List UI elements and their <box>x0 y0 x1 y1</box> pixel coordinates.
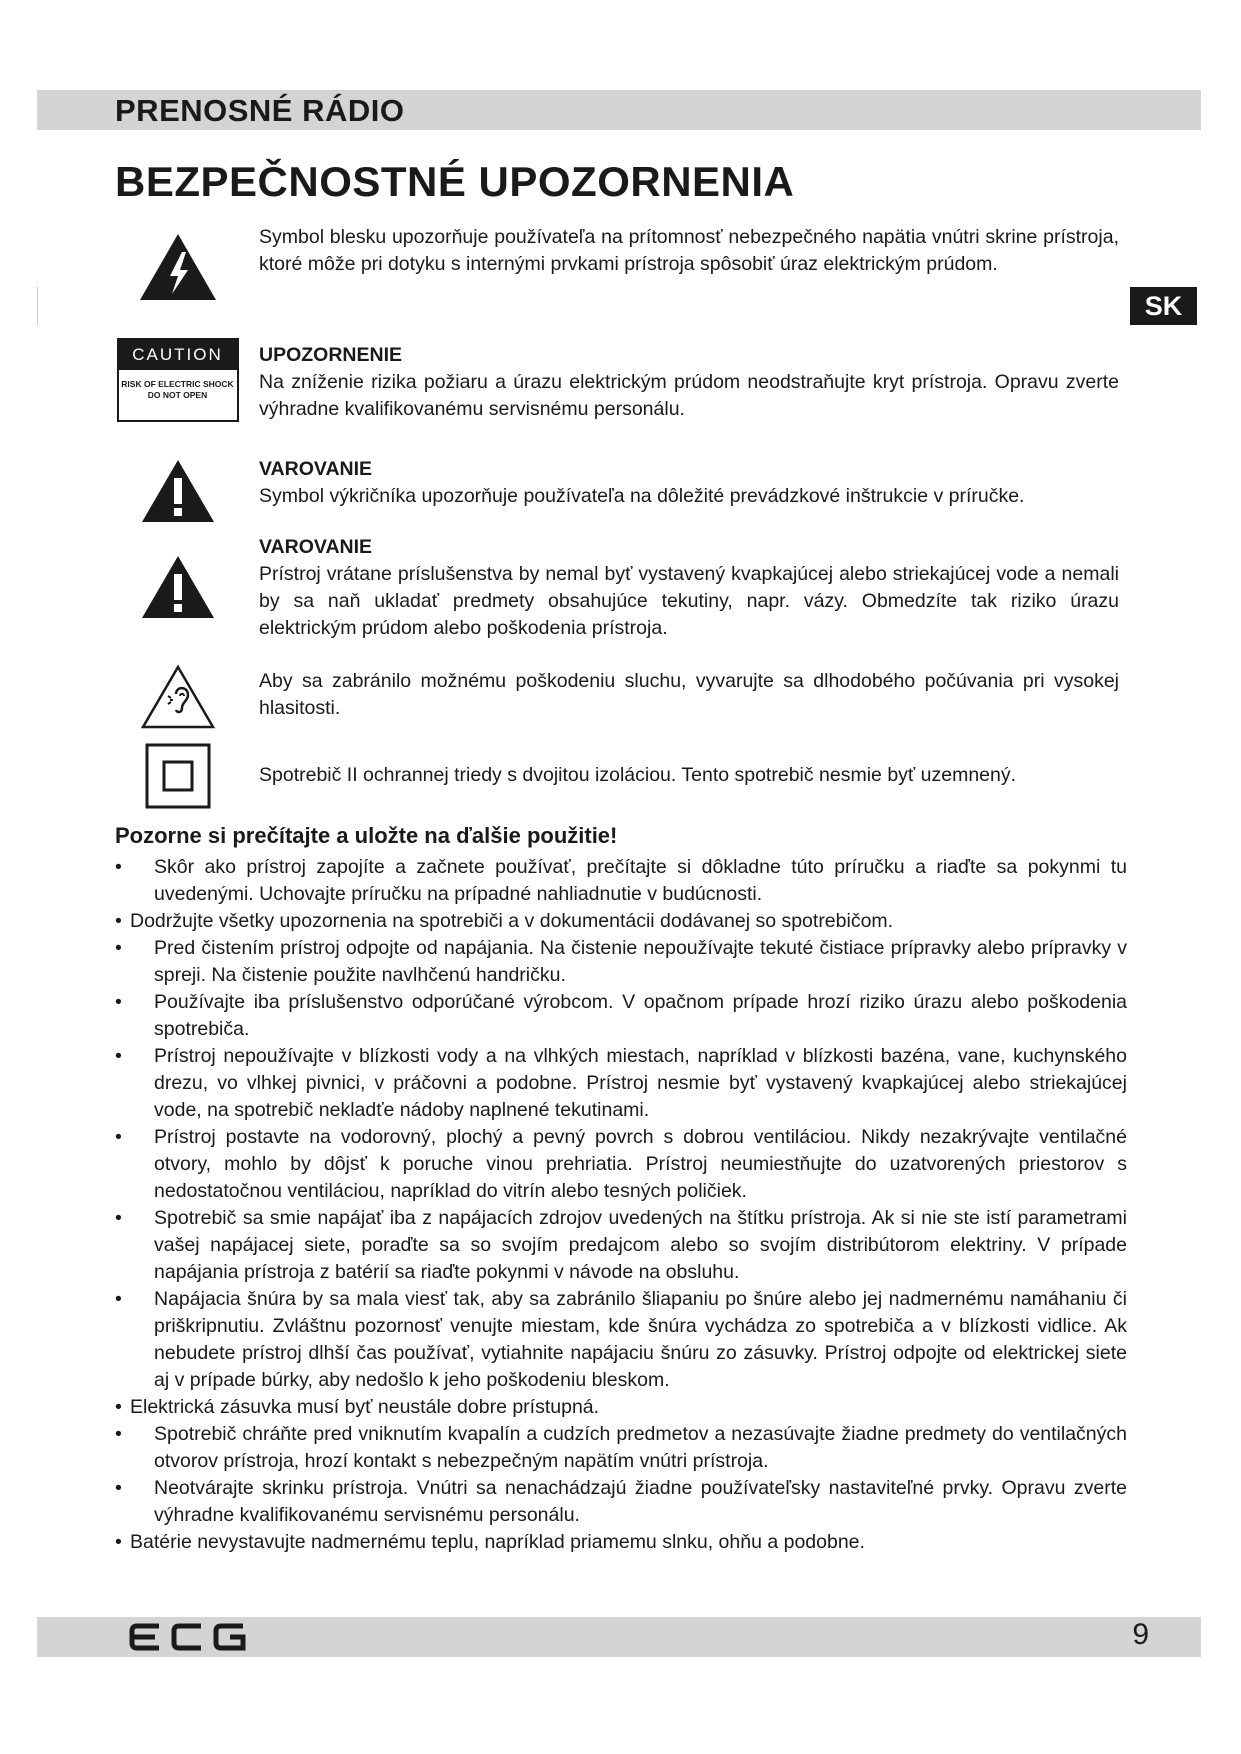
list-item: • Napájacia šnúra by sa mala viesť tak, aby sa zabránilo šliapaniu po šnúre alebo jej nadmernému namáhaniu či priškripnutiu. Zvláštnu pozornosť venujte miestam, kde šnúra vychádza zo spotrebiča a v blízkosti vidlice. Ak nebudete prístroj dlhší čas používať, vytiahnite napájaciu šnúru zo zásuvky. Prístroj odpojte od elektrickej siete aj v prípade búrky, aby nedošlo k jeho poškodeniu bleskom. <box>115 1286 1127 1394</box>
symbol-text <box>259 534 1119 642</box>
exclamation-triangle-icon <box>115 458 240 524</box>
list-item: • Dodržujte všetky upozornenia na spotrebiči a v dokumentácii dodávanej so spotrebičom. <box>115 908 1127 935</box>
symbol-heading: VAROVANIE <box>259 536 373 558</box>
symbol-description: Spotrebič II ochrannej triedy s dvojitou izoláciou. Tento spotrebič nesmie byť uzemnený. <box>259 764 1017 786</box>
list-item: • Používajte iba príslušenstvo odporúčané výrobcom. V opačnom prípade hrozí riziko úrazu alebo poškodenia spotrebiča. <box>115 989 1127 1043</box>
symbol-row-hearing <box>115 664 1120 734</box>
symbol-row-double-insulation <box>115 742 1120 812</box>
header-title: PRENOSNÉ RÁDIO <box>115 93 405 128</box>
symbol-text <box>259 342 1119 423</box>
symbol-heading: VAROVANIE <box>259 458 373 480</box>
page-title: BEZPEČNOSTNÉ UPOZORNENIA <box>115 158 795 205</box>
symbol-text <box>259 224 1119 278</box>
caution-label-top: CAUTION <box>119 340 237 370</box>
symbol-description: Na zníženie rizika požiaru a úrazu elektrickým prúdom neodstraňujte kryt prístroja. Opravu zverte výhradne kvalifikovanému servisnému personálu. <box>259 371 1119 420</box>
list-item: • Batérie nevystavujte nadmernému teplu, napríklad priamemu slnku, ohňu a podobne. <box>115 1529 1127 1556</box>
symbol-text <box>259 762 1119 789</box>
symbol-row-exclamation <box>115 456 1120 526</box>
symbol-description: Symbol blesku upozorňuje používateľa na prítomnosť nebezpečného napätia vnútri skrine prístroja, ktoré môže pri dotyku s internými prvkami prístroja spôsobiť úraz elektrickým prúdom. <box>259 226 1119 275</box>
list-item: • Spotrebič chráňte pred vniknutím kvapalín a cudzích predmetov a nezasúvajte žiadne predmety do ventilačných otvorov prístroja, hrozí kontakt s nebezpečným napätím vnútri prístroja. <box>115 1421 1127 1475</box>
symbol-text <box>259 456 1119 510</box>
list-item: • Pred čistením prístroj odpojte od napájania. Na čistenie nepoužívajte tekuté čistiace prípravky alebo prípravky v spreji. Na čistenie použite navlhčenú handričku. <box>115 935 1127 989</box>
brand-logo <box>129 1622 249 1657</box>
symbol-description: Aby sa zabránilo možnému poškodeniu sluchu, vyvarujte sa dlhodobého počúvania pri vysokej hlasitosti. <box>259 670 1119 719</box>
symbol-row-exclamation <box>115 534 1120 644</box>
list-item: • Neotvárajte skrinku prístroja. Vnútri sa nenachádzajú žiadne používateľsky nastaviteľné prvky. Opravu zverte výhradne kvalifikovanému servisnému personálu. <box>115 1475 1127 1529</box>
caution-label-line: DO NOT OPEN <box>147 390 208 400</box>
list-item: • Elektrická zásuvka musí byť neustále dobre prístupná. <box>115 1394 1127 1421</box>
list-item: • Spotrebič sa smie napájať iba z napájacích zdrojov uvedených na štítku prístroja. Ak si nie ste istí parametrami vašej napájacej siete, poraďte sa so svojím predajcom alebo so svojím distribútorom elektriny. V prípade napájania prístroja z batérií sa riaďte pokynmi v návode na obsluhu. <box>115 1205 1127 1286</box>
header-bar <box>37 90 1201 130</box>
symbol-heading: UPOZORNENIE <box>259 344 403 366</box>
instructions-title: Pozorne si prečítajte a uložte na ďalšie použitie! <box>115 823 618 848</box>
caution-label-icon <box>115 338 240 422</box>
divider <box>37 287 38 325</box>
symbol-text <box>259 668 1119 722</box>
double-insulation-icon <box>115 742 240 810</box>
instructions-list <box>115 854 1127 1556</box>
symbol-row-lightning <box>115 224 1120 304</box>
symbol-description: Symbol výkričníka upozorňuje používateľa na dôležité prevádzkové inštrukcie v príručke. <box>259 485 1025 507</box>
language-badge: SK <box>1130 287 1197 325</box>
symbol-description: Prístroj vrátane príslušenstva by nemal byť vystavený kvapkajúcej alebo striekajúcej vode a nemali by sa naň ukladať predmety obsahujúce tekutiny, napr. vázy. Obmedzíte tak riziko úrazu elektrickým prúdom alebo poškodenia prístroja. <box>259 563 1119 639</box>
lightning-triangle-icon <box>115 232 240 302</box>
page-number: 9 <box>1132 1618 1149 1651</box>
list-item: • Prístroj nepoužívajte v blízkosti vody a na vlhkých miestach, napríklad v blízkosti bazéna, vane, kuchynského drezu, vo vlhkej pivnici, v práčovni a podobne. Prístroj nesmie byť vystavený kvapkajúcej alebo striekajúcej vode, na spotrebič nekladťe nádoby naplnené tekutinami. <box>115 1043 1127 1124</box>
symbol-row-caution <box>115 338 1120 428</box>
footer-bar <box>37 1617 1201 1657</box>
exclamation-triangle-icon <box>115 554 240 620</box>
hearing-warning-icon <box>115 664 240 730</box>
list-item: • Prístroj postavte na vodorovný, plochý a pevný povrch s dobrou ventiláciou. Nikdy nezakrývajte ventilačné otvory, mohlo by dôjsť k poruche vinou prehriatia. Prístroj neumiestňujte do uzatvorených priestorov s nedostatočnou ventiláciou, napríklad do vitrín alebo tesných poličiek. <box>115 1124 1127 1205</box>
list-item: • Skôr ako prístroj zapojíte a začnete používať, prečítajte si dôkladne túto príručku a riaďte sa pokynmi tu uvedenými. Uchovajte príručku na prípadné nahliadnutie v budúcnosti. <box>115 854 1127 908</box>
caution-label-line: RISK OF ELECTRIC SHOCK <box>121 379 234 389</box>
